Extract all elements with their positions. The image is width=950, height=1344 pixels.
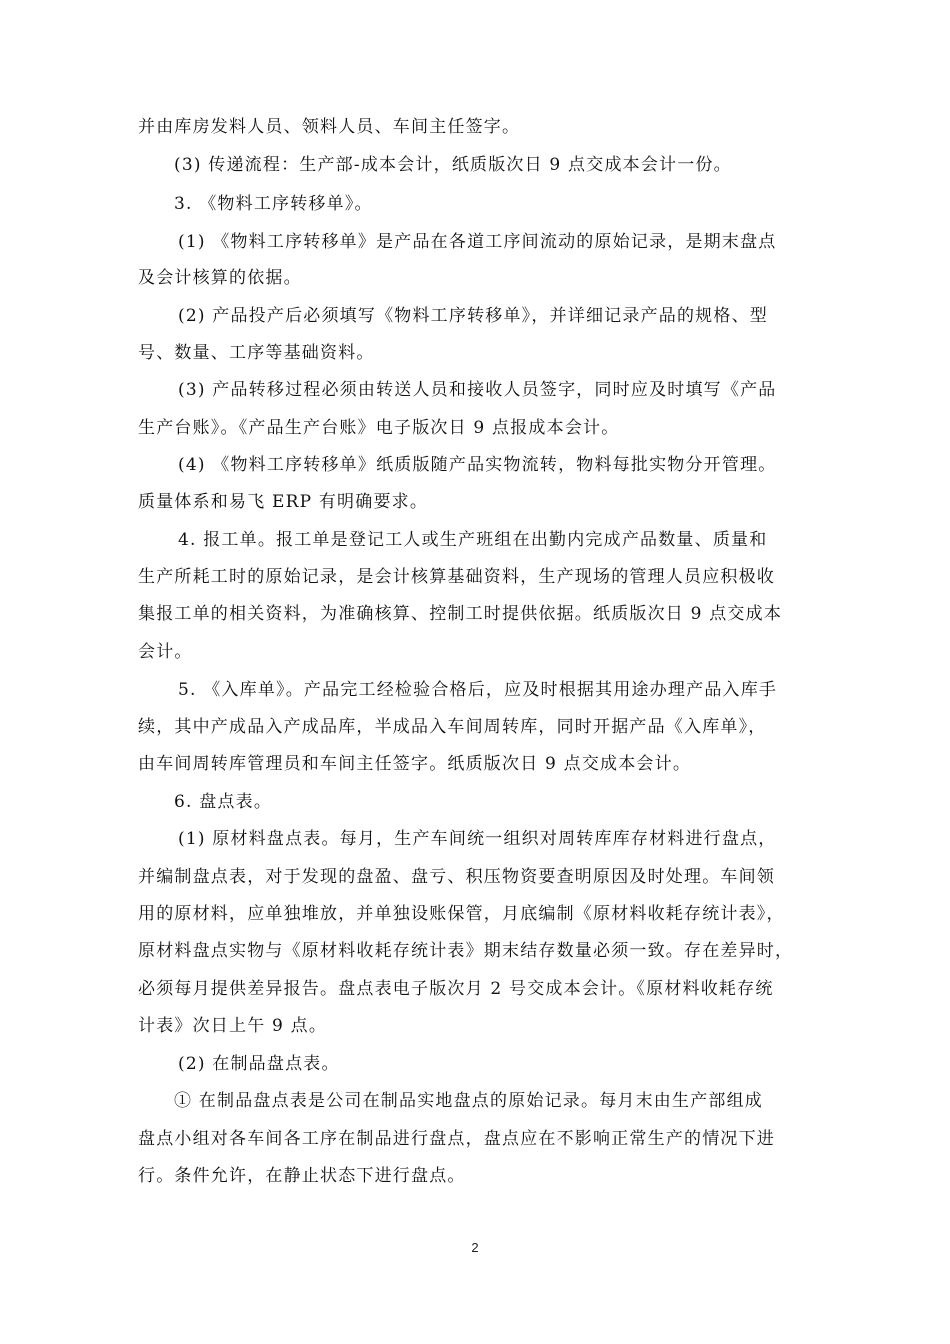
body-text-line: 行。条件允许，在静止状态下进行盘点。	[138, 1166, 466, 1186]
body-text-line: 由车间周转库管理员和车间主任签字。纸质版次日 9 点交成本会计。	[138, 754, 692, 774]
body-text-line: (1) 《物料工序转移单》是产品在各道工序间流动的原始记录，是期末盘点	[178, 232, 777, 252]
section-heading: 3. 《物料工序转移单》。	[174, 194, 373, 214]
body-text-line: 计表》次日上午 9 点。	[138, 1016, 328, 1036]
body-text-line: 会计。	[138, 642, 193, 662]
body-text-line: 必须每月提供差异报告。盘点表电子版次月 2 号交成本会计。《原材料收耗存统	[138, 979, 774, 999]
body-text-line: 并由库房发料人员、领料人员、车间主任签字。	[138, 117, 521, 137]
body-text-line: (1) 原材料盘点表。每月，生产车间统一组织对周转库库存材料进行盘点，	[178, 829, 777, 849]
body-text-line: 原材料盘点实物与《原材料收耗存统计表》期末结存数量必须一致。存在差异时，	[138, 941, 794, 961]
section-heading: 4. 报工单。报工单是登记工人或生产班组在出勤内完成产品数量、质量和	[178, 530, 768, 550]
body-text-line: 生产台账》。《产品生产台账》电子版次日 9 点报成本会计。	[138, 418, 620, 438]
body-text-line: 及会计核算的依据。	[138, 268, 302, 288]
body-text-line: 集报工单的相关资料，为准确核算、控制工时提供依据。纸质版次日 9 点交成本	[138, 604, 783, 624]
body-text-line: 质量体系和易飞 ERP 有明确要求。	[138, 492, 429, 512]
body-text-line: (3) 传递流程：生产部-成本会计，纸质版次日 9 点交成本会计一份。	[174, 155, 732, 175]
body-text-line: (4) 《物料工序转移单》纸质版随产品实物流转，物料每批实物分开管理。	[178, 455, 777, 475]
body-text-line: 盘点小组对各车间各工序在制品进行盘点，盘点应在不影响正常生产的情况下进	[138, 1129, 775, 1149]
body-text-line: 续，其中产成品入产成品库，半成品入车间周转库，同时开据产品《入库单》，	[138, 717, 767, 737]
section-heading: 5. 《入库单》。产品完工经检验合格后，应及时根据其用途办理产品入库手	[178, 680, 778, 700]
body-text-line: ① 在制品盘点表是公司在制品实地盘点的原始记录。每月末由生产部组成	[174, 1091, 764, 1111]
section-heading: 6. 盘点表。	[174, 792, 273, 812]
body-text-line: 生产所耗工时的原始记录，是会计核算基础资料，生产现场的管理人员应积极收	[138, 567, 775, 587]
body-text-line: 用的原材料，应单独堆放，并单独设账保管，月底编制《原材料收耗存统计表》，	[138, 904, 785, 924]
body-text-line: 号、数量、工序等基础资料。	[138, 343, 375, 363]
section-heading: (2) 在制品盘点表。	[178, 1054, 340, 1074]
body-text-line: 并编制盘点表，对于发现的盘盈、盘亏、积压物资要查明原因及时处理。车间领	[138, 867, 775, 887]
page-number: 2	[471, 1240, 479, 1255]
body-text-line: (3) 产品转移过程必须由转送人员和接收人员签字，同时应及时填写《产品	[178, 380, 777, 400]
body-text-line: (2) 产品投产后必须填写《物料工序转移单》，并详细记录产品的规格、型	[178, 306, 768, 326]
